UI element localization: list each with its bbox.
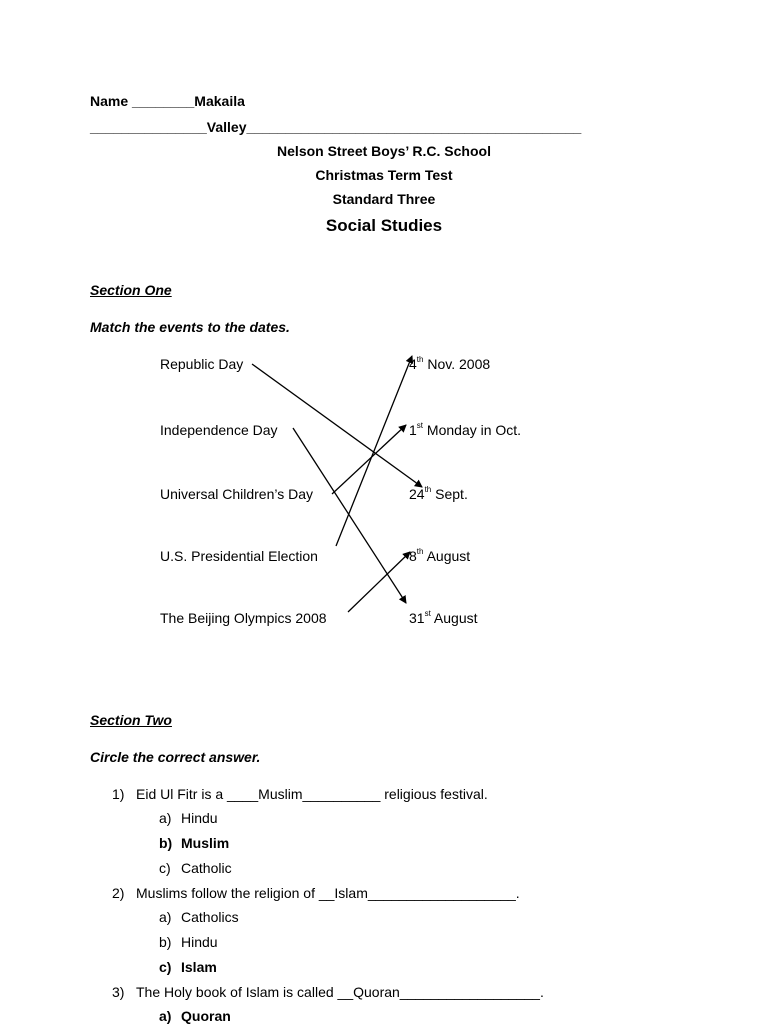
- standard-label: Standard Three: [332, 191, 436, 207]
- valley-line: _______________Valley___________________________________________: [90, 119, 582, 135]
- match-arrow: [252, 364, 422, 487]
- event-item: The Beijing Olympics 2008: [160, 610, 327, 626]
- option-text: Catholic: [181, 860, 232, 876]
- date-item: 1st Monday in Oct.: [409, 421, 522, 438]
- question-number: 2): [112, 885, 125, 901]
- option-letter: b): [159, 934, 172, 950]
- subject-title: Social Studies: [325, 216, 443, 235]
- match-arrow: [293, 428, 406, 603]
- event-item: U.S. Presidential Election: [160, 548, 318, 564]
- option-letter: a): [159, 810, 172, 826]
- date-item: 4th Nov. 2008: [409, 355, 491, 372]
- option-letter: a): [159, 1008, 172, 1024]
- date-item: 31st August: [409, 609, 478, 626]
- question-text: The Holy book of Islam is called __Quoran__________________.: [136, 984, 544, 1000]
- question-number: 1): [112, 786, 125, 802]
- event-item: Independence Day: [160, 422, 278, 438]
- school-name: Nelson Street Boys’ R.C. School: [277, 143, 491, 159]
- event-item: Republic Day: [160, 356, 244, 372]
- question-text: Muslims follow the religion of __Islam___________________.: [136, 885, 520, 901]
- test-name: Christmas Term Test: [315, 167, 453, 183]
- match-arrow: [336, 356, 412, 546]
- section-two-title: Section Two: [90, 712, 172, 728]
- option-text-selected: Muslim: [181, 835, 230, 851]
- option-text: Hindu: [181, 810, 218, 826]
- section-one-title: Section One: [90, 282, 172, 298]
- option-text-selected: Islam: [181, 959, 217, 975]
- section-one-instruction: Match the events to the dates.: [90, 319, 290, 335]
- question-number: 3): [112, 984, 125, 1000]
- option-letter: c): [159, 860, 171, 876]
- match-arrow: [332, 425, 406, 494]
- name-line: Name ________Makaila: [90, 93, 245, 109]
- question-text: Eid Ul Fitr is a ____Muslim__________ religious festival.: [136, 786, 488, 802]
- option-letter: c): [159, 959, 172, 975]
- option-letter: a): [159, 909, 172, 925]
- date-item: 24th Sept.: [409, 485, 468, 502]
- option-text: Hindu: [181, 934, 218, 950]
- option-text: Catholics: [181, 909, 239, 925]
- date-item: 8th August: [409, 547, 471, 564]
- option-letter: b): [159, 835, 173, 851]
- section-two-instruction: Circle the correct answer.: [90, 749, 261, 765]
- event-item: Universal Children’s Day: [160, 486, 314, 502]
- option-text-selected: Quoran: [181, 1008, 231, 1024]
